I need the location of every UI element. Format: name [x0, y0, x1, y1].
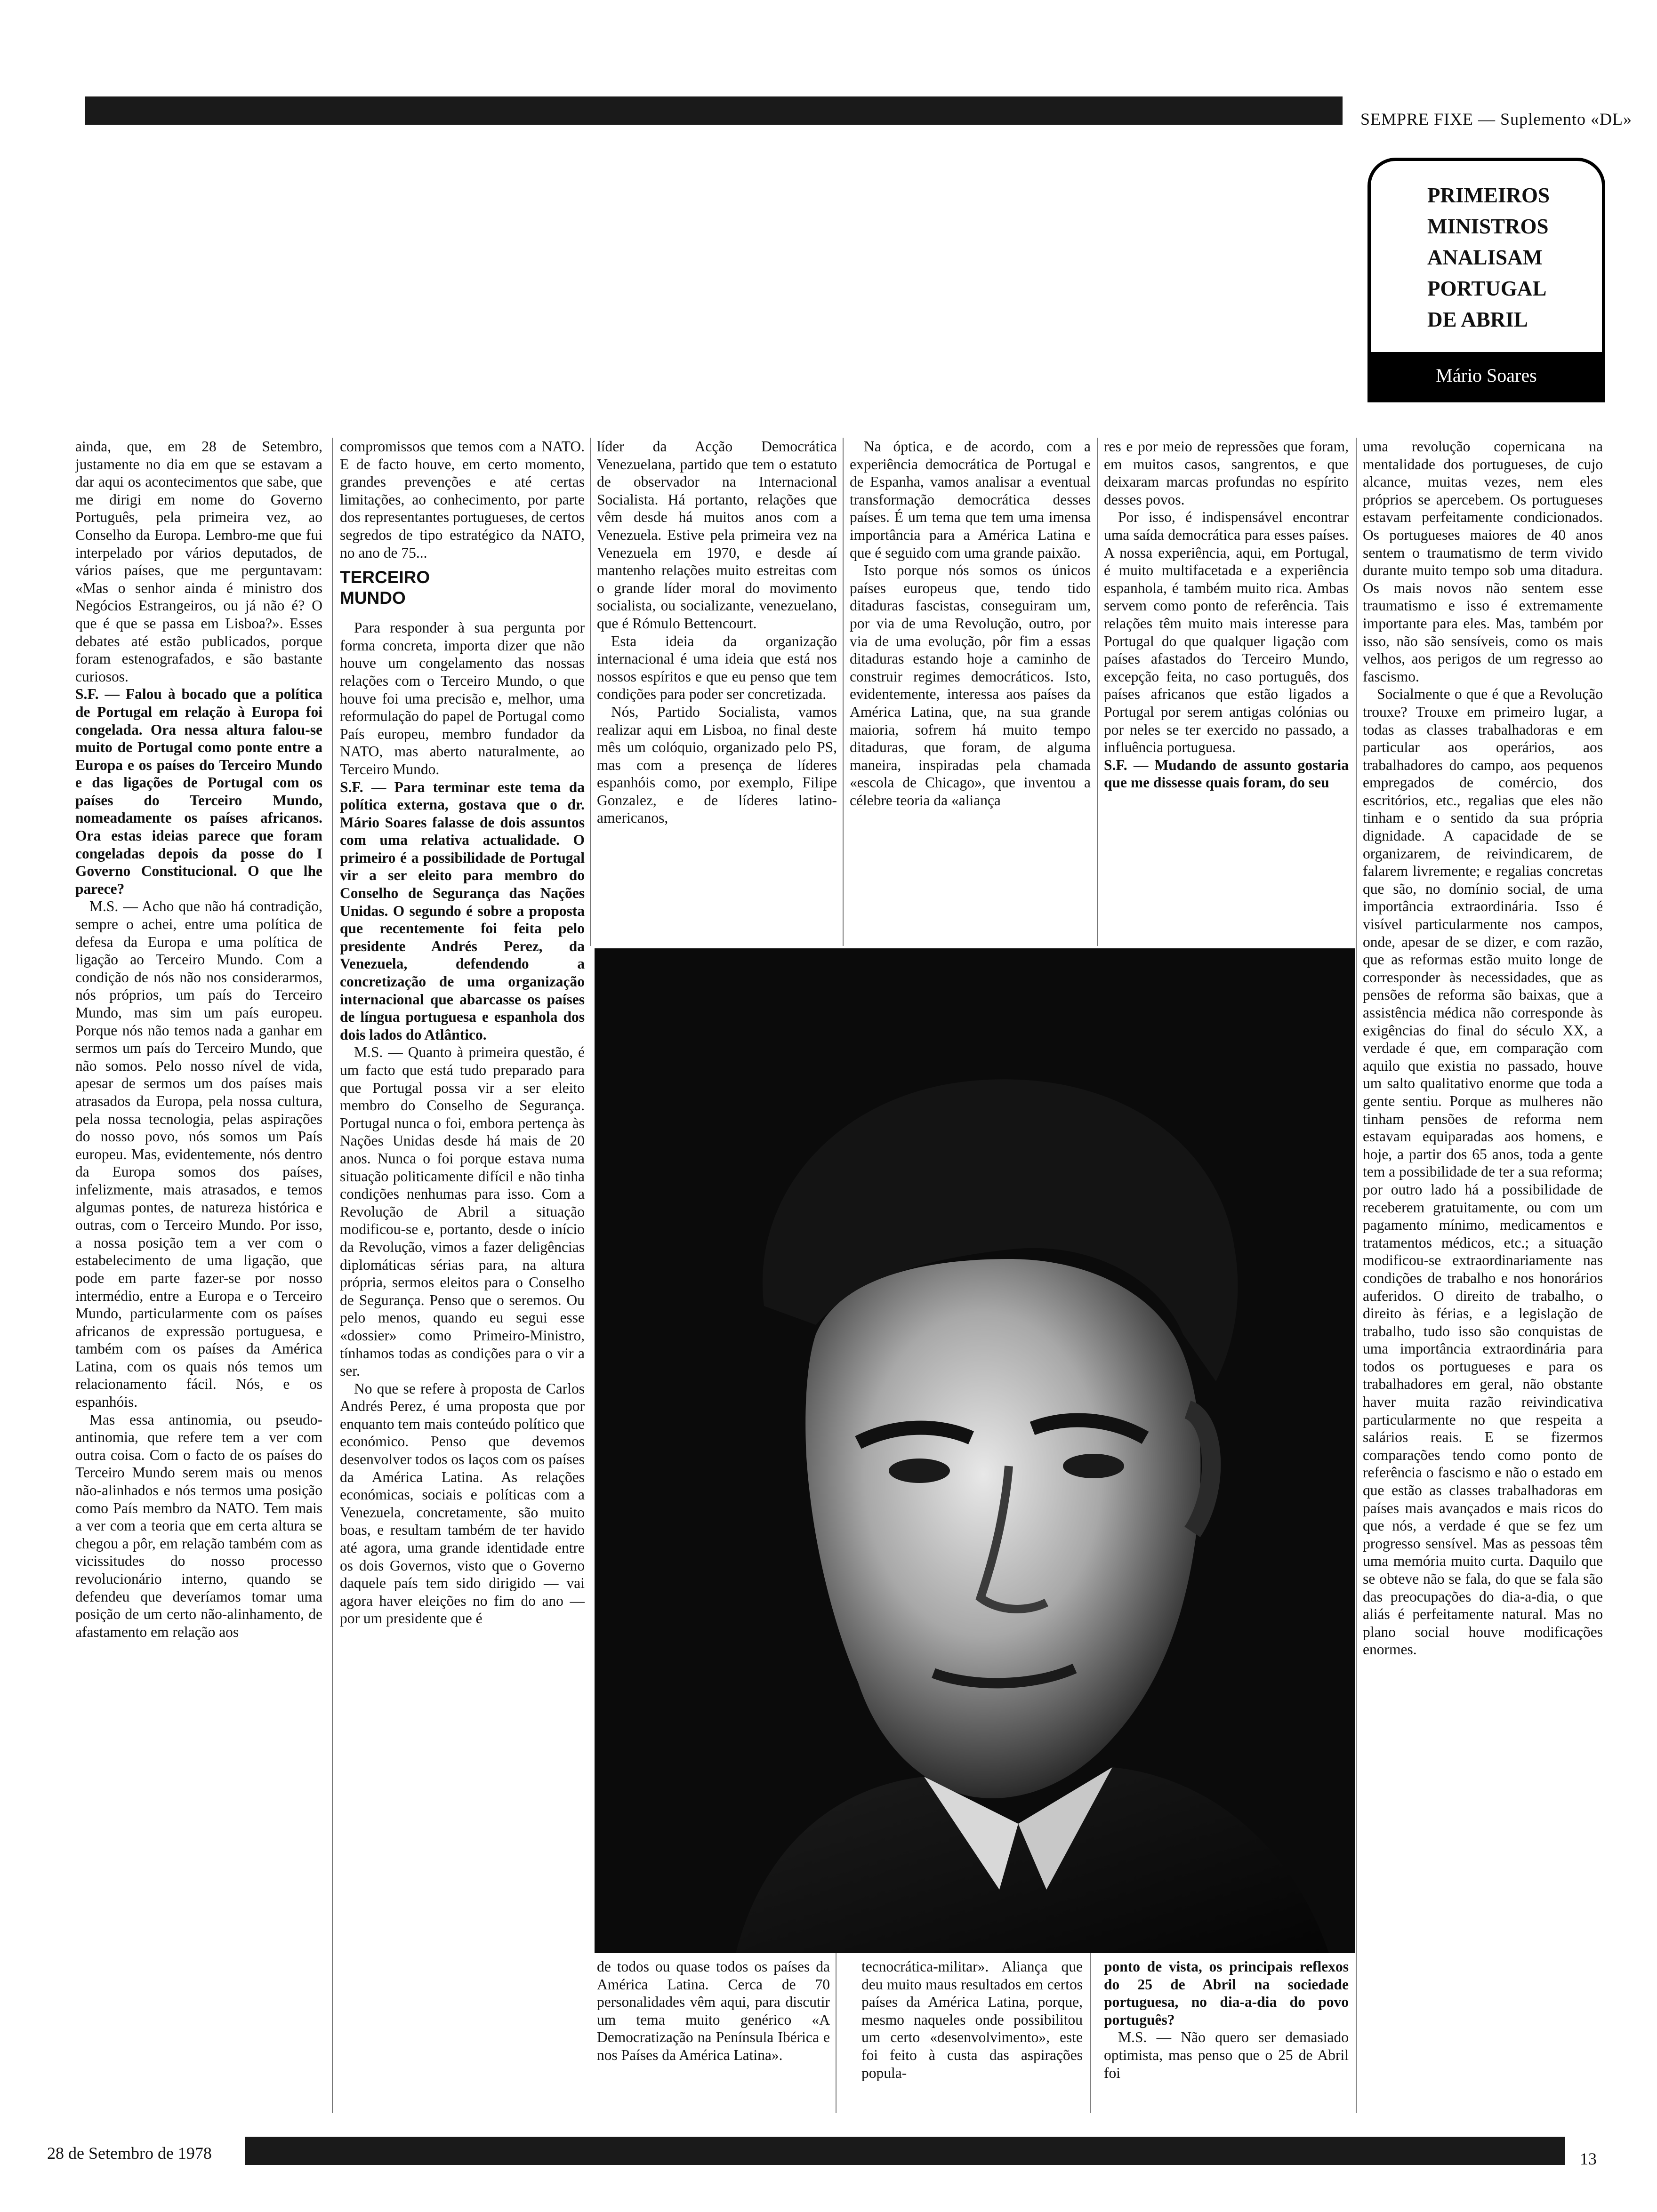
paragraph: ainda, que, em 28 de Setembro, justamente no dia em que se estavam a dar aqui os acontecimentos que sabe, que me dirigi em nome do Governo Português, pela primeira vez, ao Conselho da Europa. Lembro-me que fui interpelado por vários deputados, de vários países, que me perguntavam: «Mas o senhor ainda é ministro dos Negócios Estrangeiros, ou já não é? O que é que se passa em Lisboa?». Esses debates até estão publicados, porque foram estenografados, e são bastante curiosos.	[75, 438, 322, 685]
column-rule	[1097, 438, 1098, 946]
article-column-5	[1104, 438, 1349, 944]
title-box	[1367, 158, 1605, 402]
paragraph: M.S. — Quanto à primeira questão, é um facto que está tudo preparado para que Portugal possa vir a ser eleito membro do Conselho de Segurança. Portugal nunca o foi, embora pertença às Nações Unidas desde há mais de 20 anos. Nunca o foi porque estava numa situação politicamente difícil e não tinha condições nenhumas para isso. Com a Revolução de Abril a situação modificou-se e, portanto, desde o início da Revolução, vimos a fazer deligências diplomáticas sérias para, na altura própria, sermos eleitos para o Conselho de Segurança. Penso que o seremos. Ou pelo menos, quando eu segui esse «dossier» como Primeiro-Ministro, tínhamos todas as condições para o vir a ser.	[340, 1044, 585, 1379]
publication-header: SEMPRE FIXE — Suplemento «DL»	[1360, 110, 1633, 128]
title-line-5: DE ABRIL	[1427, 308, 1528, 331]
article-column-3-bottom	[597, 1958, 830, 2113]
page-number: 13	[1580, 2149, 1597, 2168]
paragraph: de todos ou quase todos os países da América Latina. Cerca de 70 personalidades vêm aqui, para discutir um tema muito genérico «A Democratização na Península Ibérica e nos Países da América Latina».	[597, 1958, 830, 2063]
paragraph: compromissos que temos com a NATO. E de facto houve, em certo momento, grandes prevenções e até certas limitações, ao conhecimento, por parte dos representantes portugueses, de certos segredos de tipo estratégico da NATO, no ano de 75...	[340, 438, 585, 561]
portrait-photo	[595, 948, 1355, 1953]
paragraph: No que se refere à proposta de Carlos Andrés Perez, é uma proposta que por enquanto tem mais conteúdo político que económico. Penso que devemos desenvolver todos os laços com os países da América Latina. As relações económicas, sociais e políticas com a Venezuela, concretamente, são muito boas, e resultam também de ter havido até agora, uma grande identidade entre os dois Governos, visto que o Governo daquele país tem sido dirigido — vai agora haver eleições no fim do ano — por um presidente que é	[340, 1380, 585, 1627]
paragraph: Por isso, é indispensável encontrar uma saída democrática para esses países. A nossa experiência, aqui, em Portugal, é muito multifacetada e a experiência espanhola, é também muito rica. Ambas servem como ponto de referência. Tais relações têm muito mais interesse para Portugal do que qualquer ligação com países afastados do Terceiro Mundo, excepção feita, no caso português, dos países africanos que estão ligados a Portugal por serem antigas colónias ou por neles se ter exercido no passado, a influência portuguesa.	[1104, 509, 1349, 756]
section-heading: TERCEIRO MUNDO	[340, 568, 430, 608]
paragraph: Socialmente o que é que a Revolução trouxe? Trouxe em primeiro lugar, a todas as classes trabalhadoras e em particular aos operários, aos trabalhadores do campo, aos pequenos empregados de comércio, dos escritórios, etc., regalias que eles não tinham e o sentido da sua própria dignidade. A capacidade de se organizarem, de reivindicarem, de falarem livremente; e regalias concretas que são, no domínio social, de uma importância extraordinária. Isso é visível particularmente nos campos, onde, apesar de se dizer, e com razão, que as reformas estão muito longe de corresponder às necessidades, que as pensões de reforma são baixas, que a assistência médica não corresponde às exigências do final do século XX, a verdade é que, em comparação com aquilo que existia no passado, houve um salto qualitativo enorme que toda a gente sentiu. Porque as mulheres não tinham pensões de reforma nem estavam equiparadas aos homens, e hoje, a partir dos 65 anos, toda a gente tem a possibilidade de ter a sua reforma; por outro lado há a possibilidade de receberem gratuitamente, ou com um pagamento mínimo, medicamentos e tratamentos médicos, etc.; a situação modificou-se extraordinariamente nas condições de trabalho e nos honorários auferidos. O direito de trabalho, o direito às férias, e a legislação de trabalho, tudo isso são conquistas de uma importância extraordinária para todos os portugueses e para os trabalhadores em geral, não obstante haver muita razão reivindicativa particularmente no que respeita a salários reais. E se fizermos comparações tendo como ponto de referência o fascismo e não o estado em que estão as classes trabalhadoras em países mais avançados e mais ricos do que nós, a verdade é que se fez um progresso sensível. Mas as pessoas têm uma memória muito curta. Daquilo que se obteve não se fala, do que se fala são das preocupações do dia-a-dia, o que aliás é perfeitamente natural. Mas no plano social houve modificações enormes.	[1363, 686, 1603, 1658]
question-paragraph: S.F. — Mudando de assunto gostaria que me dissesse quais foram, do seu	[1104, 756, 1349, 791]
article-column-1	[75, 438, 322, 2113]
top-header-band	[85, 96, 1343, 125]
paragraph: uma revolução copernicana na mentalidade dos portugueses, de cujo alcance, muitas vezes, nem eles próprios se apercebem. Os portugueses estavam perfeitamente condicionados. Os portugueses maiores de 40 anos sentem o traumatismo de term vivido durante muito tempo sob uma ditadura. Os mais novos não sentem esse traumatismo e isso é extremamente importante para eles. Mas, também por isso, não são sensíveis, como os mais velhos, aos perigos de um regresso ao fascismo.	[1363, 438, 1603, 685]
paragraph: Nós, Partido Socialista, vamos realizar aqui em Lisboa, no final deste mês um colóquio, organizado pelo PS, mas com a presença de líderes espanhóis como, por exemplo, Filipe Gonzalez, e de líderes latino-americanos,	[597, 703, 837, 826]
issue-date: 28 de Setembro de 1978	[47, 2144, 212, 2163]
question-paragraph: S.F. — Para terminar este tema da política externa, gostava que o dr. Mário Soares falasse de dois assuntos com uma relativa actualidade. O primeiro é a possibilidade de Portugal vir a ser eleito para membro do Conselho de Segurança das Nações Unidas. O segundo é sobre a proposta que recentemente foi feita pelo presidente Andrés Perez, da Venezuela, defendendo a concretização de uma organização internacional que abarcasse os países de língua portuguesa e espanhola dos dois lados do Atlântico.	[340, 778, 585, 1043]
paragraph: Mas essa antinomia, ou pseudo-antinomia, que refere tem a ver com outra coisa. Com o facto de os países do Terceiro Mundo serem mais ou menos não-alinhados e nós termos uma posição como País membro da NATO. Tem mais a ver com a teoria que em certa altura se chegou a pôr, em relação também com as vicissitudes do nosso processo revolucionário interno, quando se defendeu que deveríamos tomar uma posição de um certo não-alinhamento, de afastamento em relação aos	[75, 1411, 322, 1640]
paragraph: M.S. — Acho que não há contradição, sempre o achei, entre uma política de defesa da Europa e uma política de ligação ao Terceiro Mundo. Com a condição de nós não nos considerarmos, nós próprios, um país do Terceiro Mundo, mas sim um país europeu. Porque nós não temos nada a ganhar em sermos um país do Terceiro Mundo, que não somos. Pelo nosso nível de vida, apesar de sermos um dos países mais atrasados da Europa, pela nossa cultura, pela nossa tecnologia, pelas aspirações do nosso povo, nós somos um País europeu. Mas, evidentemente, nós dentro da Europa somos dos países, infelizmente, mais atrasados, e temos algumas pontes, de natureza histórica e outras, com o Terceiro Mundo. Por isso, a nossa posição tem a ver com o estabelecimento de uma ligação, que pode em parte fazer-se por nosso intermédio, entre a Europa e o Terceiro Mundo, particularmente com os países africanos de expressão portuguesa, e também com os países da América Latina, com os quais nós temos um relacionamento fácil. Nós, e os espanhóis.	[75, 898, 322, 1411]
column-rule	[836, 1953, 837, 2113]
paragraph: tecnocrática-militar». Aliança que deu muito maus resultados em certos países da América Latina, porque, mesmo naqueles onde possibilitou um certo «desenvolvimento», este foi feito à custa das aspirações popula-	[861, 1958, 1083, 2081]
column-rule	[590, 438, 591, 946]
question-paragraph: S.F. — Falou à bocado que a política de Portugal em relação à Europa foi congelada. Ora nessa altura falou-se muito de Portugal como ponte entre a Europa e os países do Terceiro Mundo e das ligações de Portugal com os países do Terceiro Mundo, nomeadamente os países africanos. Ora estas ideias parece que foram congeladas depois da posse do I Governo Constitucional. O que lhe parece?	[75, 686, 322, 897]
article-column-4	[850, 438, 1091, 944]
interviewee-name: Mário Soares	[1371, 352, 1602, 399]
article-column-5-bottom	[1104, 1958, 1349, 2113]
paragraph: res e por meio de repressões que foram, em muitos casos, sangrentos, e que deixaram marcas profundas no espírito desses povos.	[1104, 438, 1349, 508]
question-paragraph: ponto de vista, os principais reflexos do 25 de Abril na sociedade portuguesa, no dia-a-dia do povo português?	[1104, 1958, 1349, 2028]
paragraph: Esta ideia da organização internacional é uma ideia que está nos nossos espíritos e que eu penso que tem condições para poder ser concretizada.	[597, 633, 837, 703]
title-line-2: MINISTROS	[1427, 215, 1549, 238]
article-column-3	[597, 438, 837, 944]
column-rule	[1356, 438, 1357, 2113]
paragraph: M.S. — Não quero ser demasiado optimista, mas penso que o 25 de Abril foi	[1104, 2029, 1349, 2081]
portrait-image	[595, 948, 1355, 1953]
title-line-4: PORTUGAL	[1427, 277, 1547, 300]
paragraph: líder da Acção Democrática Venezuelana, partido que tem o estatuto de observador na Internacional Socialista. Há portanto, relações que vêm desde há muitos anos com a Venezuela. Estive pela primeira vez na Venezuela em 1970, e desde aí mantenho relações muito estreitas com o grande líder moral do movimento socialista, ou socializante, venezuelano, que é Rómulo Bettencourt.	[597, 438, 837, 632]
article-column-2	[340, 438, 585, 2113]
bottom-footer-band	[245, 2137, 1565, 2165]
article-column-6	[1363, 438, 1603, 2113]
paragraph: Na óptica, e de acordo, com a experiência democrática de Portugal e de Espanha, vamos analisar a eventual transformação democrática desses países. É um tema que tem uma imensa importância para a América Latina e que é seguido com uma grande paixão.	[850, 438, 1091, 561]
title-line-3: ANALISAM	[1427, 246, 1543, 269]
paragraph: Para responder à sua pergunta por forma concreta, importa dizer que não houve um congelamento das nossas relações com o Terceiro Mundo, o que houve foi uma precisão e, melhor, uma reformulação do papel de Portugal como País europeu, membro fundador da NATO, mas aberto naturalmente, ao Terceiro Mundo.	[340, 619, 585, 777]
paragraph: Isto porque nós somos os únicos países europeus que, tendo tido ditaduras fascistas, conseguiram um, por via de uma Revolução, outro, por via de uma evolução, pôr fim a essas ditaduras estando hoje a caminho de construir regimes democráticos. Isto, evidentemente, interessa aos países da América Latina, que, na sua grande maioria, sofrem há muito tempo ditaduras, que foram, de alguma maneira, inspiradas pela chamada «escola de Chicago», que inventou a célebre teoria da «aliança	[850, 562, 1091, 809]
title-line-1: PRIMEIROS	[1427, 184, 1550, 207]
column-rule	[843, 438, 844, 946]
title-lines	[1371, 180, 1602, 335]
article-column-4-bottom	[861, 1958, 1083, 2113]
column-rule	[1090, 1953, 1091, 2113]
column-rule	[332, 438, 333, 2113]
